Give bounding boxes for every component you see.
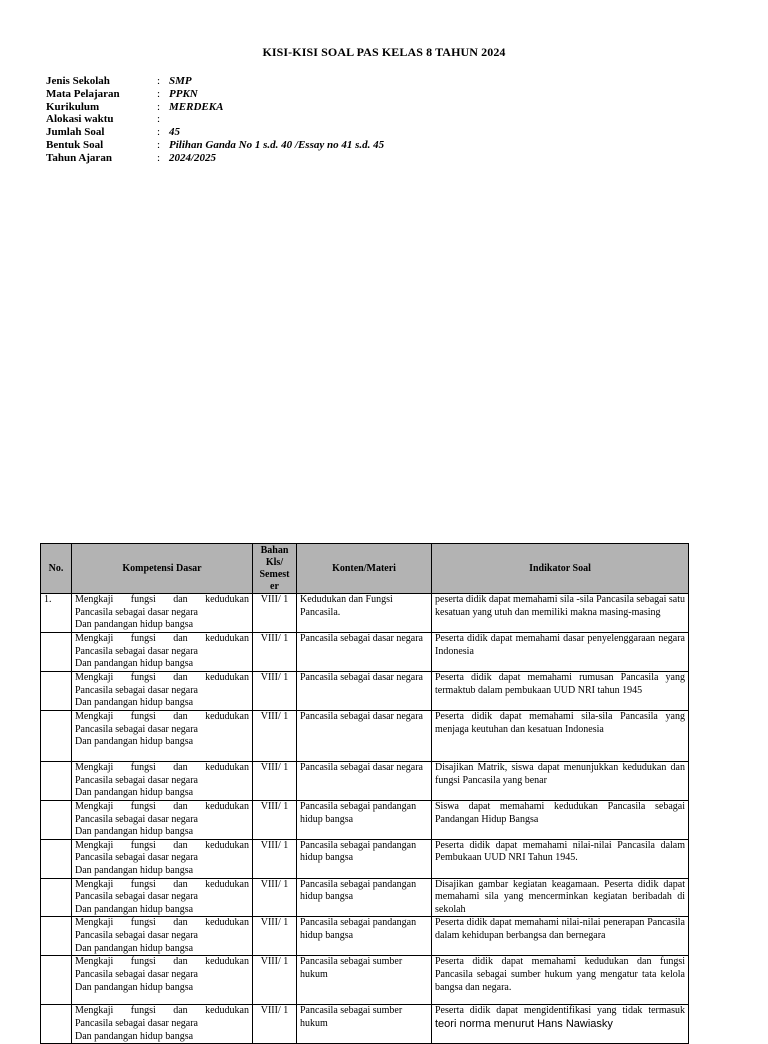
kompetensi-dasar-cell: [72, 917, 253, 956]
kd-line: Dan pandangan hidup bangsa: [75, 1030, 194, 1042]
table-row: [41, 672, 689, 711]
kd-line: Pancasila sebagai dasar negara: [75, 684, 198, 696]
meta-value: Pilihan Ganda No 1 s.d. 40 /Essay no 41 s.d. 45: [169, 138, 385, 151]
konten-materi-cell: Pancasila sebagai dasar negara: [297, 672, 432, 711]
kompetensi-dasar-cell: [72, 839, 253, 878]
header-kompetensi-dasar: Kompetensi Dasar: [72, 544, 253, 594]
konten-materi-cell: Pancasila sebagai pandangan hidup bangsa: [297, 839, 432, 878]
meta-label: Bentuk Soal: [46, 138, 104, 151]
table-row: [41, 633, 689, 672]
kd-line: Mengkaji fungsi dan kedudukan: [75, 762, 249, 773]
meta-row-jenis-sekolah: [46, 75, 384, 88]
indikator-soal-cell: Disajikan gambar kegiatan keagamaan. Peserta didik dapat memahami sila yang mencerminkan kegiatan beribadah di sekolah: [432, 878, 689, 917]
meta-colon: :: [157, 138, 161, 151]
meta-row-mata-pelajaran: [46, 88, 384, 101]
kd-line: Dan pandangan hidup bangsa: [75, 619, 194, 631]
kelas-semester-cell: VIII/ 1: [253, 839, 297, 878]
meta-label: Mata Pelajaran: [46, 87, 120, 100]
konten-materi-cell: Pancasila sebagai pandangan hidup bangsa: [297, 917, 432, 956]
kd-line: Pancasila sebagai dasar negara: [75, 645, 198, 657]
table-row: [41, 594, 689, 633]
kd-line: Mengkaji fungsi dan kedudukan: [75, 1005, 249, 1017]
row-number: [41, 839, 72, 878]
meta-value: MERDEKA: [169, 100, 224, 113]
kd-line: Dan pandangan hidup bangsa: [75, 942, 194, 954]
meta-value: PPKN: [169, 87, 198, 100]
header-bahan-line: Bahan: [260, 544, 289, 556]
kelas-semester-cell: VIII/ 1: [253, 594, 297, 633]
kd-line: Pancasila sebagai dasar negara: [75, 968, 198, 980]
kd-line: Mengkaji fungsi dan kedudukan: [75, 711, 249, 722]
meta-value: 2024/2025: [169, 151, 217, 164]
kd-line: Dan pandangan hidup bangsa: [75, 864, 194, 876]
header-bahan-line: Semest: [259, 568, 290, 580]
kd-line: Pancasila sebagai dasar negara: [75, 723, 198, 735]
document-metadata: [46, 75, 384, 165]
row-number: [41, 672, 72, 711]
indikator-text: Peserta didik dapat mengidentifikasi yang tidak termasuk: [435, 1005, 685, 1017]
meta-value: 45: [169, 126, 180, 139]
indikator-soal-cell: Peserta didik dapat memahami sila-sila Pancasila yang menjaga keutuhan dan kesatuan Indonesia: [432, 711, 689, 762]
meta-colon: :: [157, 87, 161, 100]
kd-line: Mengkaji fungsi dan kedudukan: [75, 917, 249, 929]
kelas-semester-cell: VIII/ 1: [253, 956, 297, 1005]
row-number: [41, 956, 72, 1005]
konten-materi-cell: Pancasila sebagai sumber hukum: [297, 956, 432, 1005]
indikator-soal-cell: Siswa dapat memahami kedudukan Pancasila sebagai Pandangan Hidup Bangsa: [432, 801, 689, 840]
table-row: [41, 917, 689, 956]
kd-line: Pancasila sebagai dasar negara: [75, 774, 198, 786]
table-header-row: [41, 544, 689, 594]
indikator-soal-cell: Peserta didik dapat memahami nilai-nilai penerapan Pancasila dalam kehidupan berbangsa dan bernegara: [432, 917, 689, 956]
kompetensi-dasar-cell: [72, 801, 253, 840]
header-bahan-line: er: [270, 580, 279, 592]
row-number: [41, 917, 72, 956]
konten-materi-cell: Pancasila sebagai dasar negara: [297, 762, 432, 801]
kd-line: Mengkaji fungsi dan kedudukan: [75, 594, 249, 605]
row-number: 1.: [41, 594, 72, 633]
kompetensi-dasar-cell: [72, 594, 253, 633]
table-row: [41, 956, 689, 1005]
kompetensi-dasar-cell: [72, 762, 253, 801]
header-bahan-kelas-semester: [253, 544, 297, 594]
indikator-soal-cell: Peserta didik dapat memahami dasar penyelenggaraan negara Indonesia: [432, 633, 689, 672]
konten-materi-cell: Pancasila sebagai pandangan hidup bangsa: [297, 801, 432, 840]
kd-line: Mengkaji fungsi dan kedudukan: [75, 878, 249, 890]
meta-label: Alokasi waktu: [46, 113, 114, 126]
kelas-semester-cell: VIII/ 1: [253, 711, 297, 762]
row-number: [41, 801, 72, 840]
table-row: [41, 711, 689, 762]
kd-line: Pancasila sebagai dasar negara: [75, 813, 198, 825]
indikator-soal-cell: Disajikan Matrik, siswa dapat menunjukkan kedudukan dan fungsi Pancasila yang benar: [432, 762, 689, 801]
kompetensi-dasar-cell: [72, 711, 253, 762]
table-row: [41, 1005, 689, 1044]
kisi-kisi-table: [40, 543, 689, 1044]
konten-materi-cell: Pancasila sebagai sumber hukum: [297, 1005, 432, 1044]
kd-line: Dan pandangan hidup bangsa: [75, 736, 194, 748]
document-title: KISI-KISI SOAL PAS KELAS 8 TAHUN 2024: [262, 45, 506, 59]
meta-row-bentuk-soal: [46, 139, 384, 152]
kd-line: Mengkaji fungsi dan kedudukan: [75, 956, 249, 968]
meta-colon: :: [157, 113, 161, 126]
kompetensi-dasar-cell: [72, 672, 253, 711]
kd-line: Dan pandangan hidup bangsa: [75, 658, 194, 670]
kompetensi-dasar-cell: [72, 633, 253, 672]
kd-line: Pancasila sebagai dasar negara: [75, 1017, 198, 1029]
kelas-semester-cell: VIII/ 1: [253, 801, 297, 840]
kd-line: Dan pandangan hidup bangsa: [75, 981, 194, 993]
table-row: [41, 801, 689, 840]
kelas-semester-cell: VIII/ 1: [253, 672, 297, 711]
kd-line: Pancasila sebagai dasar negara: [75, 891, 198, 903]
table-row: [41, 839, 689, 878]
indikator-soal-cell: Peserta didik dapat memahami nilai-nilai Pancasila dalam Pembukaan UUD NRI Tahun 1945.: [432, 839, 689, 878]
indikator-soal-cell: Peserta didik dapat memahami rumusan Pancasila yang termaktub dalam pembukaan UUD NRI tahun 1945: [432, 672, 689, 711]
row-number: [41, 762, 72, 801]
meta-colon: :: [157, 126, 161, 139]
meta-colon: :: [157, 151, 161, 164]
indikator-text-sans: teori norma menurut Hans Nawiasky: [435, 1017, 613, 1030]
meta-colon: :: [157, 100, 161, 113]
indikator-soal-cell: [432, 1005, 689, 1044]
meta-colon: :: [157, 75, 161, 87]
konten-materi-cell: Kedudukan dan Fungsi Pancasila.: [297, 594, 432, 633]
kelas-semester-cell: VIII/ 1: [253, 1005, 297, 1044]
indikator-soal-cell: Peserta didik dapat memahami kedudukan dan fungsi Pancasila sebagai sumber hukum yang mengatur tata kelola bangsa dan negara.: [432, 956, 689, 1005]
table-row: [41, 762, 689, 801]
kd-line: Mengkaji fungsi dan kedudukan: [75, 839, 249, 851]
row-number: [41, 878, 72, 917]
kd-line: Dan pandangan hidup bangsa: [75, 826, 194, 838]
row-number: [41, 711, 72, 762]
header-indikator-soal: Indikator Soal: [432, 544, 689, 594]
kelas-semester-cell: VIII/ 1: [253, 633, 297, 672]
meta-row-alokasi-waktu: [46, 113, 384, 126]
meta-row-kurikulum: [46, 101, 384, 114]
header-no: No.: [41, 544, 72, 594]
meta-label: Kurikulum: [46, 100, 100, 113]
kelas-semester-cell: VIII/ 1: [253, 762, 297, 801]
kompetensi-dasar-cell: [72, 956, 253, 1005]
header-konten-materi: Konten/Materi: [297, 544, 432, 594]
kompetensi-dasar-cell: [72, 1005, 253, 1044]
kd-line: Dan pandangan hidup bangsa: [75, 787, 194, 799]
meta-label: Jumlah Soal: [46, 126, 105, 139]
indikator-soal-cell: peserta didik dapat memahami sila -sila Pancasila sebagai satu kesatuan yang utuh dan memiliki makna masing-masing: [432, 594, 689, 633]
row-number: [41, 633, 72, 672]
kd-line: Mengkaji fungsi dan kedudukan: [75, 672, 249, 683]
meta-label: Jenis Sekolah: [46, 75, 110, 87]
kd-line: Dan pandangan hidup bangsa: [75, 903, 194, 915]
row-number: [41, 1005, 72, 1044]
konten-materi-cell: Pancasila sebagai pandangan hidup bangsa: [297, 878, 432, 917]
meta-value: SMP: [169, 75, 192, 87]
kd-line: Dan pandangan hidup bangsa: [75, 697, 194, 709]
meta-row-jumlah-soal: [46, 126, 384, 139]
kd-line: Mengkaji fungsi dan kedudukan: [75, 633, 249, 644]
konten-materi-cell: Pancasila sebagai dasar negara: [297, 711, 432, 762]
kd-line: Mengkaji fungsi dan kedudukan: [75, 801, 249, 812]
table-row: [41, 878, 689, 917]
kelas-semester-cell: VIII/ 1: [253, 917, 297, 956]
meta-row-tahun-ajaran: [46, 152, 384, 165]
kompetensi-dasar-cell: [72, 878, 253, 917]
kd-line: Pancasila sebagai dasar negara: [75, 929, 198, 941]
kd-line: Pancasila sebagai dasar negara: [75, 606, 198, 618]
meta-label: Tahun Ajaran: [46, 151, 112, 164]
konten-materi-cell: Pancasila sebagai dasar negara: [297, 633, 432, 672]
header-bahan-line: Kls/: [265, 556, 284, 568]
kelas-semester-cell: VIII/ 1: [253, 878, 297, 917]
kd-line: Pancasila sebagai dasar negara: [75, 852, 198, 864]
